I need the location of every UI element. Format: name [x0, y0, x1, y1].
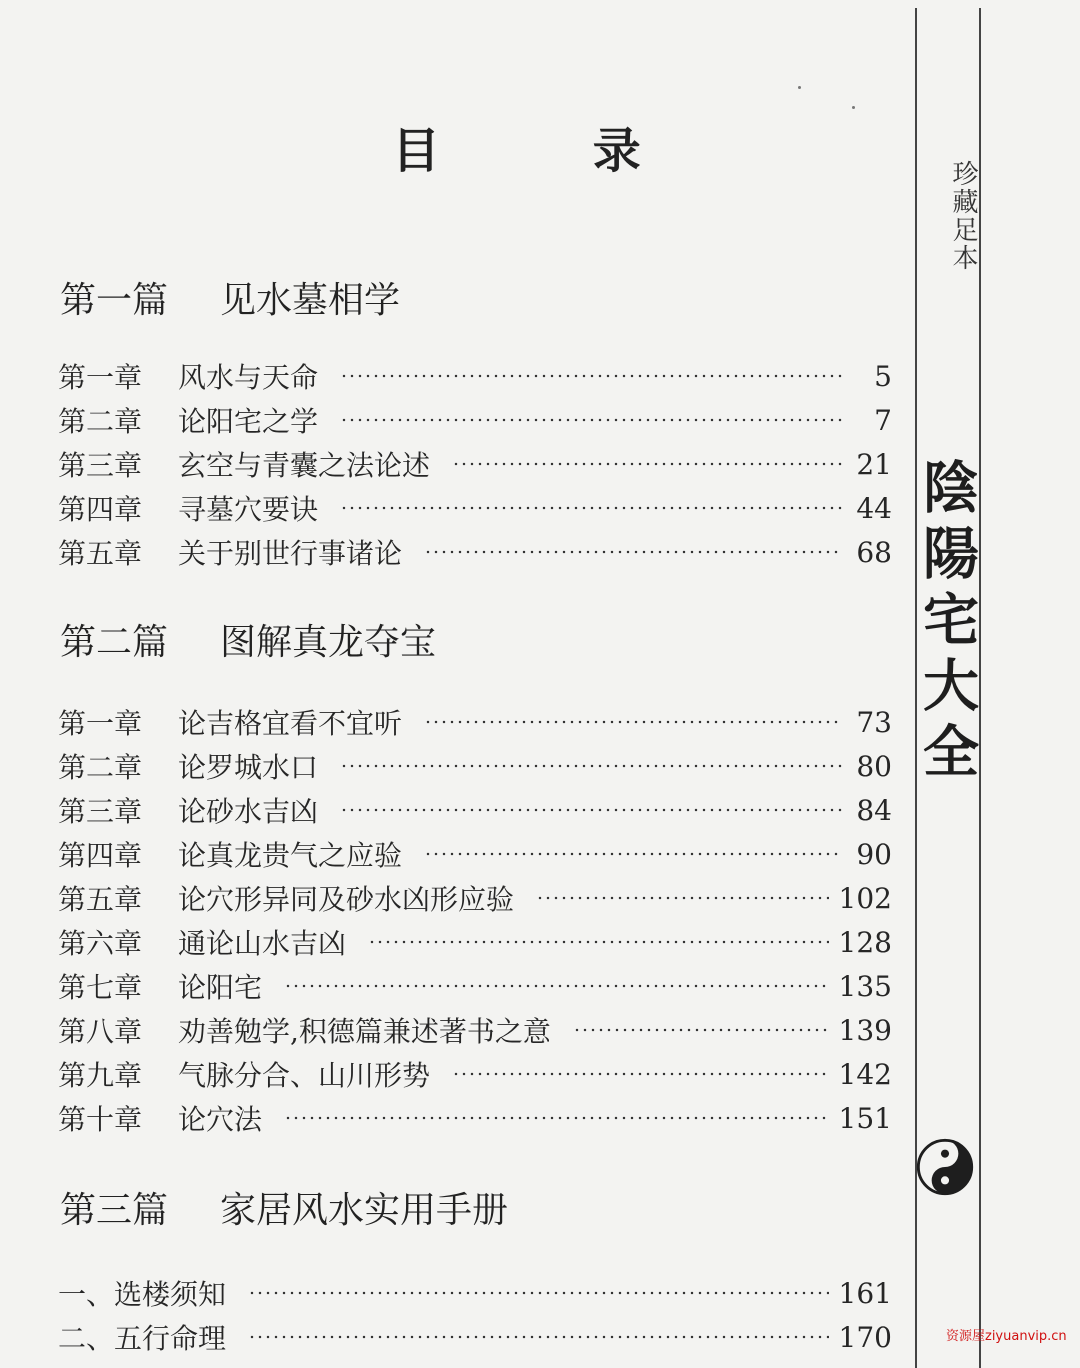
- watermark: 资源屋ziyuanvip.cn: [946, 1329, 1067, 1344]
- page-number: 135: [838, 969, 892, 1003]
- seal-text: 珍藏足本: [948, 160, 978, 272]
- leader-dots: [573, 1028, 829, 1032]
- leader-dots: [340, 418, 842, 422]
- leader-dots: [536, 896, 829, 900]
- toc-entry: [58, 1098, 892, 1138]
- toc-entry: [58, 878, 892, 918]
- chapter-title: 劝善勉学,积德篇兼述著书之意: [178, 1015, 551, 1048]
- chapter-title: 通论山水吉凶: [178, 927, 347, 960]
- leader-dots: [340, 506, 842, 510]
- part-heading: [60, 614, 436, 665]
- toc-entry: [58, 834, 892, 874]
- chapter-number: 第五章: [58, 537, 143, 570]
- page-number: 90: [856, 837, 892, 871]
- page-number: 170: [838, 1320, 892, 1354]
- page-number: 73: [856, 705, 892, 739]
- chapter-title: 二、五行命理: [58, 1322, 227, 1355]
- toc-entry: [58, 1317, 892, 1357]
- part-number: 第一篇: [60, 280, 169, 321]
- scan-speck: [852, 106, 855, 109]
- chapter-number: 第一章: [58, 361, 143, 394]
- chapter-number: 第六章: [58, 927, 143, 960]
- yin-yang-icon: [916, 1138, 974, 1196]
- spine-book-title: 陰陽宅大全: [914, 458, 980, 788]
- chapter-number: 第三章: [58, 795, 143, 828]
- part-number: 第三篇: [60, 1190, 169, 1231]
- toc-entry: [58, 746, 892, 786]
- chapter-number: 第九章: [58, 1059, 143, 1092]
- chapter-title: 论真龙贵气之应验: [178, 839, 403, 872]
- chapter-title: 玄空与青囊之法论述: [178, 449, 431, 482]
- page-number: 102: [838, 881, 892, 915]
- chapter-number: 第十章: [58, 1103, 143, 1136]
- leader-dots: [248, 1291, 829, 1295]
- chapter-title: 论吉格宜看不宜听: [178, 707, 403, 740]
- chapter-number: 第一章: [58, 707, 143, 740]
- page-number: 7: [874, 403, 892, 437]
- chapter-title: 关于别世行事诸论: [178, 537, 403, 570]
- toc-entry: [58, 400, 892, 440]
- leader-dots: [424, 720, 842, 724]
- part-title: 图解真龙夺宝: [220, 622, 437, 663]
- page-number: 21: [856, 447, 892, 481]
- leader-dots: [248, 1335, 829, 1339]
- part-number: 第二篇: [60, 622, 169, 663]
- chapter-number: 第二章: [58, 751, 143, 784]
- toc-entry: [58, 1010, 892, 1050]
- page-number: 139: [838, 1013, 892, 1047]
- toc-entry: [58, 444, 892, 484]
- page-number: 80: [856, 749, 892, 783]
- page-number: 68: [856, 535, 892, 569]
- chapter-title: 寻墓穴要诀: [178, 493, 319, 526]
- chapter-title: 风水与天命: [178, 361, 319, 394]
- page-number: 5: [874, 359, 892, 393]
- page-number: 44: [856, 491, 892, 525]
- scan-speck: [798, 86, 801, 89]
- chapter-number: 第八章: [58, 1015, 143, 1048]
- part-title: 见水墓相学: [220, 280, 401, 321]
- page-number: 151: [838, 1101, 892, 1135]
- leader-dots: [340, 374, 842, 378]
- chapter-number: 第三章: [58, 449, 143, 482]
- toc-entry: [58, 488, 892, 528]
- part-heading: [60, 272, 400, 323]
- toc-entry: [58, 922, 892, 962]
- chapter-title: 论穴形异同及砂水凶形应验: [178, 883, 515, 916]
- chapter-number: 第四章: [58, 839, 143, 872]
- chapter-number: 第四章: [58, 493, 143, 526]
- toc-entry: [58, 532, 892, 572]
- leader-dots: [340, 808, 842, 812]
- chapter-number: 第二章: [58, 405, 143, 438]
- chapter-number: 第五章: [58, 883, 143, 916]
- page-number: 84: [856, 793, 892, 827]
- toc-entry: [58, 966, 892, 1006]
- toc-entry: [58, 790, 892, 830]
- chapter-title: 论阳宅之学: [178, 405, 319, 438]
- chapter-title: 气脉分合、山川形势: [178, 1059, 431, 1092]
- chapter-title: 论砂水吉凶: [178, 795, 319, 828]
- chapter-title: 论罗城水口: [178, 751, 319, 784]
- leader-dots: [284, 984, 829, 988]
- leader-dots: [452, 1072, 829, 1076]
- leader-dots: [340, 764, 842, 768]
- leader-dots: [452, 462, 842, 466]
- toc-entry: [58, 356, 892, 396]
- page-number: 128: [838, 925, 892, 959]
- toc-entry: [58, 702, 892, 742]
- page-title: 目 录: [392, 123, 709, 179]
- leader-dots: [424, 550, 842, 554]
- leader-dots: [368, 940, 829, 944]
- leader-dots: [284, 1116, 829, 1120]
- leader-dots: [424, 852, 842, 856]
- page-number: 142: [838, 1057, 892, 1091]
- part-title: 家居风水实用手册: [220, 1190, 509, 1231]
- chapter-number: 第七章: [58, 971, 143, 1004]
- toc-entry: [58, 1054, 892, 1094]
- toc-entry: [58, 1273, 892, 1313]
- chapter-title: 一、选楼须知: [58, 1278, 227, 1311]
- page-number: 161: [838, 1276, 892, 1310]
- chapter-title: 论阳宅: [178, 971, 263, 1004]
- part-heading: [60, 1182, 508, 1233]
- chapter-title: 论穴法: [178, 1103, 263, 1136]
